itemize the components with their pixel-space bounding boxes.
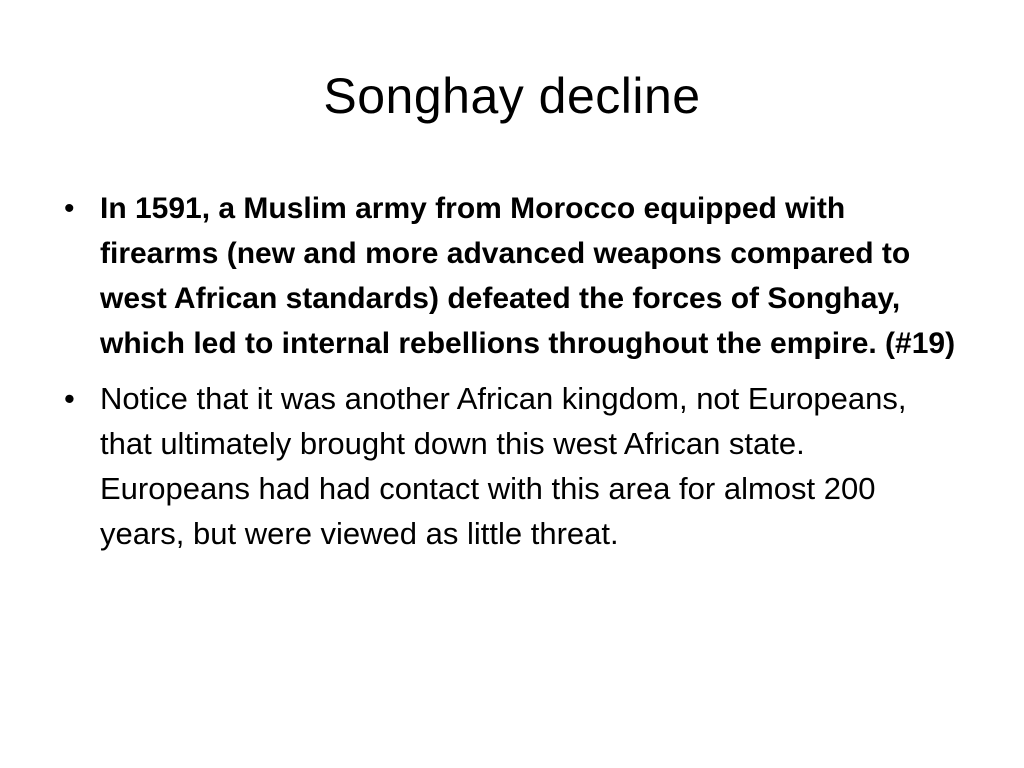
bullet-icon: • <box>64 381 75 416</box>
bullet-item-2 <box>60 376 960 556</box>
bullet-list <box>60 186 960 566</box>
bullet-item-1 <box>60 186 960 366</box>
bullet-icon: • <box>64 192 75 225</box>
bullet-text: Notice that it was another African kingdom, not Europeans, that ultimately brought down this west African state. Europeans had had contact with this area for almost 200 years, but were viewed as little threat. <box>100 381 907 551</box>
bullet-text: In 1591, a Muslim army from Morocco equipped with firearms (new and more advanced weapons compared to west African standards) defeated the forces of Songhay, which led to internal rebellions throughout the empire. (#19) <box>100 192 956 360</box>
slide-title: Songhay decline <box>323 68 701 124</box>
